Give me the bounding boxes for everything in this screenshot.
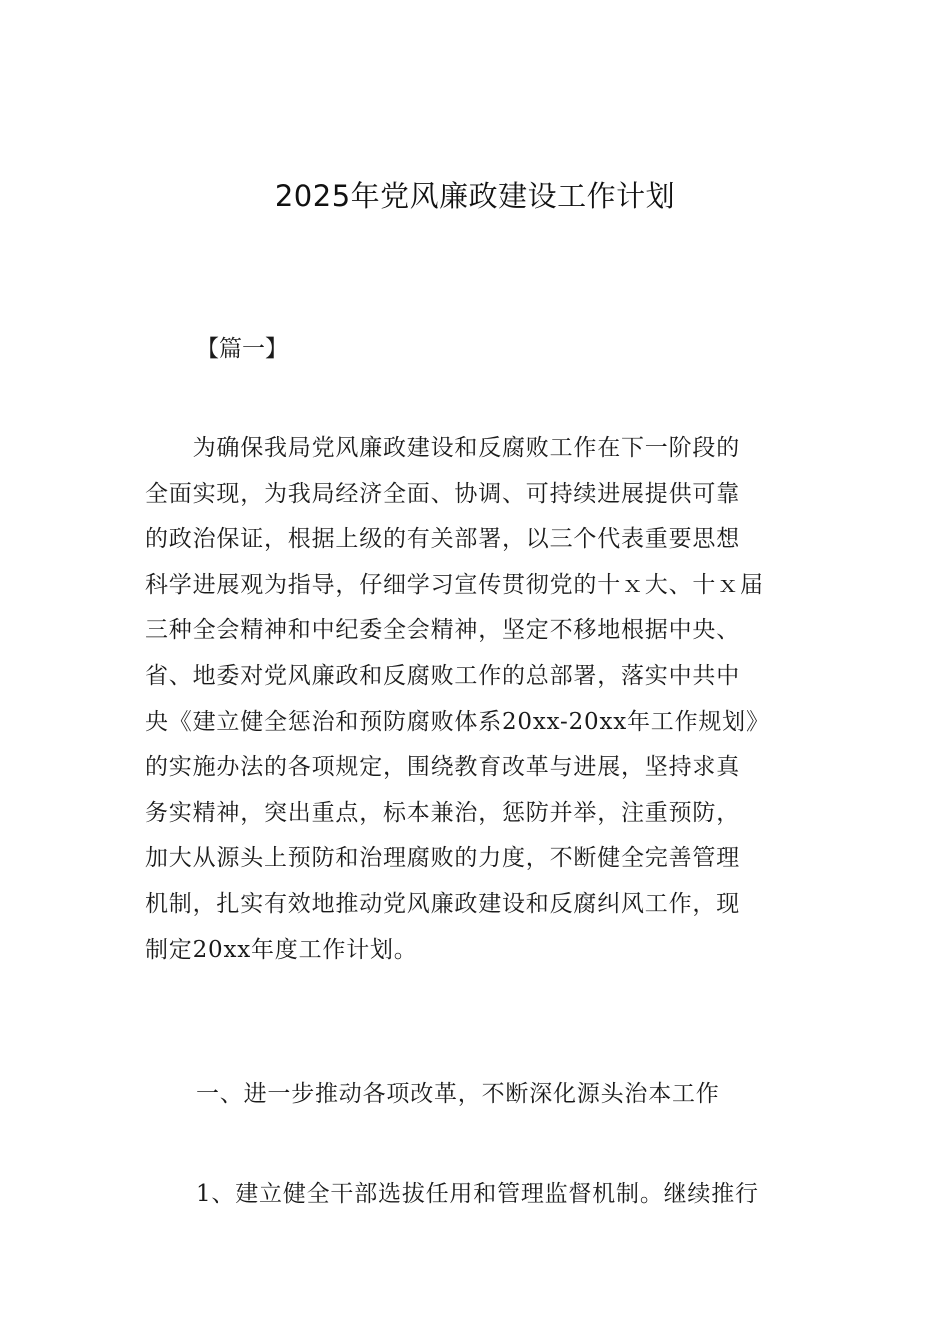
paragraph-line: 科学进展观为指导，仔细学习宣传贯彻党的十ｘ大、十ｘ届 bbox=[145, 571, 764, 598]
document-title: 2025年党风廉政建设工作计划 bbox=[274, 179, 676, 213]
paragraph-line: 加大从源头上预防和治理腐败的力度，不断健全完善管理 bbox=[145, 845, 740, 872]
section-heading: 一、进一步推动各项改革，不断深化源头治本工作 bbox=[196, 1081, 720, 1107]
paragraph-line: 全面实现，为我局经济全面、协调、可持续进展提供可靠 bbox=[145, 480, 740, 507]
paragraph-line: 的实施办法的各项规定，围绕教育改革与进展，坚持求真 bbox=[145, 754, 740, 781]
paragraph-line: 为确保我局党风廉政建设和反腐败工作在下一阶段的 bbox=[145, 435, 740, 461]
paragraph-line: 央《建立健全惩治和预防腐败体系20xx-20xx年工作规划》 bbox=[145, 708, 770, 735]
paragraph-line: 三种全会精神和中纪委全会精神，坚定不移地根据中央、 bbox=[145, 617, 740, 644]
paragraph-line: 的政治保证，根据上级的有关部署，以三个代表重要思想 bbox=[145, 526, 740, 553]
section-tag: 【篇一】 bbox=[196, 336, 288, 362]
paragraph-line: 机制，扎实有效地推动党风廉政建设和反腐纠风工作，现 bbox=[145, 890, 740, 917]
paragraph-line: 务实精神，突出重点，标本兼治，惩防并举，注重预防， bbox=[145, 799, 740, 826]
paragraph-line: 省、地委对党风廉政和反腐败工作的总部署，落实中共中 bbox=[145, 662, 740, 689]
intro-paragraph bbox=[145, 426, 810, 973]
paragraph-line: 制定20xx年度工作计划。 bbox=[145, 936, 418, 963]
list-item: 1、建立健全干部选拔任用和管理监督机制。继续推行 bbox=[196, 1181, 759, 1207]
